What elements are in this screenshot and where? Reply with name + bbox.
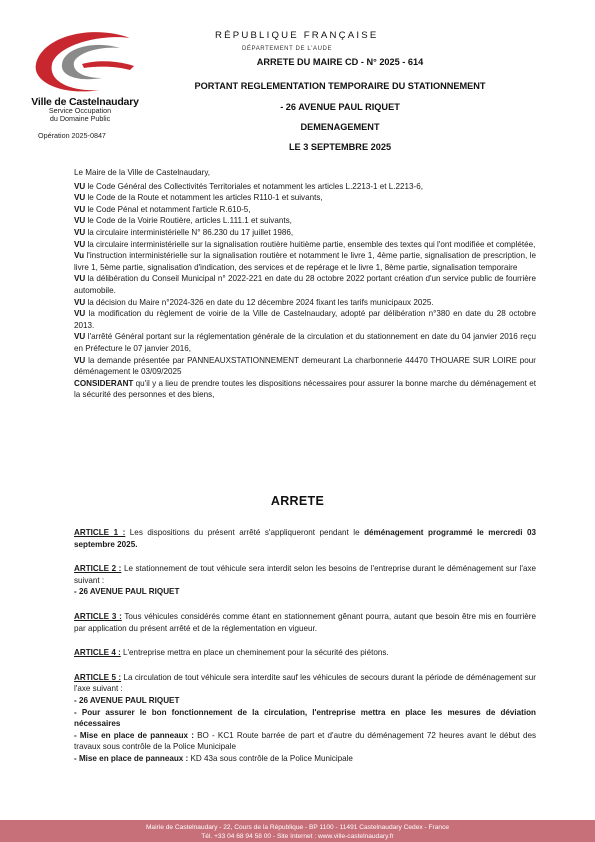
decree-date: LE 3 SEPTEMBRE 2025 [288,142,392,152]
article-4: ARTICLE 4 : L'entreprise mettra en place un cheminement pour la sécurité des piétons. [74,648,389,658]
preamble-item: VU le Code Pénal et notamment l'article R.610-5, [74,204,251,214]
article-3: ARTICLE 3 : Tous véhicules considérés comme étant en stationnement gênant pourra, autant que besoin être mis en fourrière par application du présent arrêté et de la réglementation en vigueur. [74,611,536,633]
footer [0,820,595,842]
preamble-item: VU la délibération du Conseil Municipal n° 2022-221 en date du 28 octobre 2022 portant création d'un service public de fourrière automobile. [74,274,536,295]
article-1: ARTICLE 1 : Les dispositions du présent arrêté s'appliqueront pendant le déménagement programmé le mercredi 03 septembre 2025. [74,528,537,549]
republique-heading: RÉPUBLIQUE FRANÇAISE [215,30,379,41]
preamble [74,167,536,401]
preamble-item: VU la demande présentée par PANNEAUXSTATIONNEMENT demeurant La charbonnerie 44470 THOUARE SUR LOIRE pour déménagement le 03/09/2025 [74,355,536,377]
preamble-item: VU la modification du règlement de voirie de la Ville de Castelnaudary, adopté par délibération n°380 en date du 28 octobre 2013. [74,309,536,330]
article-label: ARTICLE 1 : [74,528,126,537]
operation-number: Opération 2025-0847 [38,131,106,140]
article-measures: - Pour assurer le bon fonctionnement de la circulation, l'entreprise mettra en place les mesures de déviation nécessaires [74,707,536,729]
preamble-item: VU le Code de la Route et notamment les articles R110-1 et suivants, [74,193,323,203]
preamble-item: VU la décision du Maire n°2024-326 en date du 12 décembre 2024 fixant les tarifs municipaux 2025. [74,297,434,307]
arrete-heading: ARRETE [270,494,325,508]
footer-contact: Tél. +33 04 68 94 58 00 - Site Internet : www.ville-castelnaudary.fr [201,833,394,840]
org-service [20,107,140,123]
decree-event: DEMENAGEMENT [300,122,380,132]
org-name: Ville de Castelnaudary [31,96,139,108]
preamble-item: VU la circulaire interministérielle sur la signalisation routière huitième partie, ensemble des textes qui l'ont modifiée et complétée, [74,239,536,249]
preamble-item: VU la circulaire interministérielle N° 86.230 du 17 juillet 1986, [74,227,294,237]
city-logo-icon [22,30,148,98]
article-panel-2: - Mise en place de panneaux : KD 43a sous contrôle de la Police Municipale [74,753,353,763]
decree-address: - 26 AVENUE PAUL RIQUET [280,102,400,112]
preamble-item: VU le Code de la Voirie Routière, articles L.111.1 et suivants, [74,216,292,226]
article-2: ARTICLE 2 : Le stationnement de tout véhicule sera interdit selon les besoins de l'entreprise durant le déménagement sur l'axe suivant : - 26 AVENUE PAUL RIQUET [74,564,537,597]
decree-subject: PORTANT REGLEMENTATION TEMPORAIRE DU STATIONNEMENT [194,81,486,91]
footer-address: Mairie de Castelnaudary - 22, Cours de la République - BP 1100 - 11491 Castelnaudary Cedex - France [145,824,450,831]
article-address: - 26 AVENUE PAUL RIQUET [74,587,180,597]
org-service-line2: du Domaine Public [49,114,111,123]
org-service-line1: Service Occupation [48,106,112,115]
departement-label: DÉPARTEMENT DE L'AUDE [242,46,333,52]
preamble-item: VU le Code Général des Collectivités Territoriales et notamment les articles L.2213-1 et L.2213-6, [74,181,423,191]
preamble-item: VU l'arrêté Général portant sur la réglementation générale de la circulation et du stationnement en date du 04 janvier 2016 reçu en Préfecture le 07 janvier 2016, [74,332,536,353]
articles [74,527,536,778]
article-label: ARTICLE 3 : [74,611,122,621]
article-address: - 26 AVENUE PAUL RIQUET [74,695,180,705]
article-label: ARTICLE 5 : [74,672,122,682]
preamble-item: Vu l'instruction interministérielle sur la signalisation routière et notamment le livre 1, 4ème partie, signalisation de prescription, le livre 1, 5ème partie, signalisation d'indication, des services et de repérage et le livre 1, 8ème partie, signalisation temporaire [74,251,536,272]
article-panel-1: - Mise en place de panneaux : BO - KC1 Route barrée de part et d'autre du déménagement 72 heures avant le début des travaux sous contrôle de la Police Municipale [74,730,536,752]
article-5: ARTICLE 5 : La circulation de tout véhicule sera interdite sauf les véhicules de secours durant la période de déménagement sur l'axe suivant : - 26 AVENUE PAUL RIQUET - Pour assurer le bon fonctionnement de la circulation, l'entreprise mettra en place les mesures de déviation nécessaires - Mise en place de panneaux : BO - KC1 Route barrée de part et d'autre du déménagement 72 heures avant le début des travaux sous contrôle de la Police Municipale - Mise en place de panneaux : KD 43a sous contrôle de la Police Municipale [74,672,536,763]
preamble-item: CONSIDERANT qu'il y a lieu de prendre toutes les dispositions nécessaires pour assurer la bonne marche du déménagement et la sécurité des personnes et des biens, [74,378,536,400]
article-label: ARTICLE 2 : [74,564,122,574]
mayor-line: Le Maire de la Ville de Castelnaudary, [74,168,211,177]
decree-number: ARRETE DU MAIRE CD - N° 2025 - 614 [256,57,424,67]
article-label: ARTICLE 4 : [74,648,121,658]
